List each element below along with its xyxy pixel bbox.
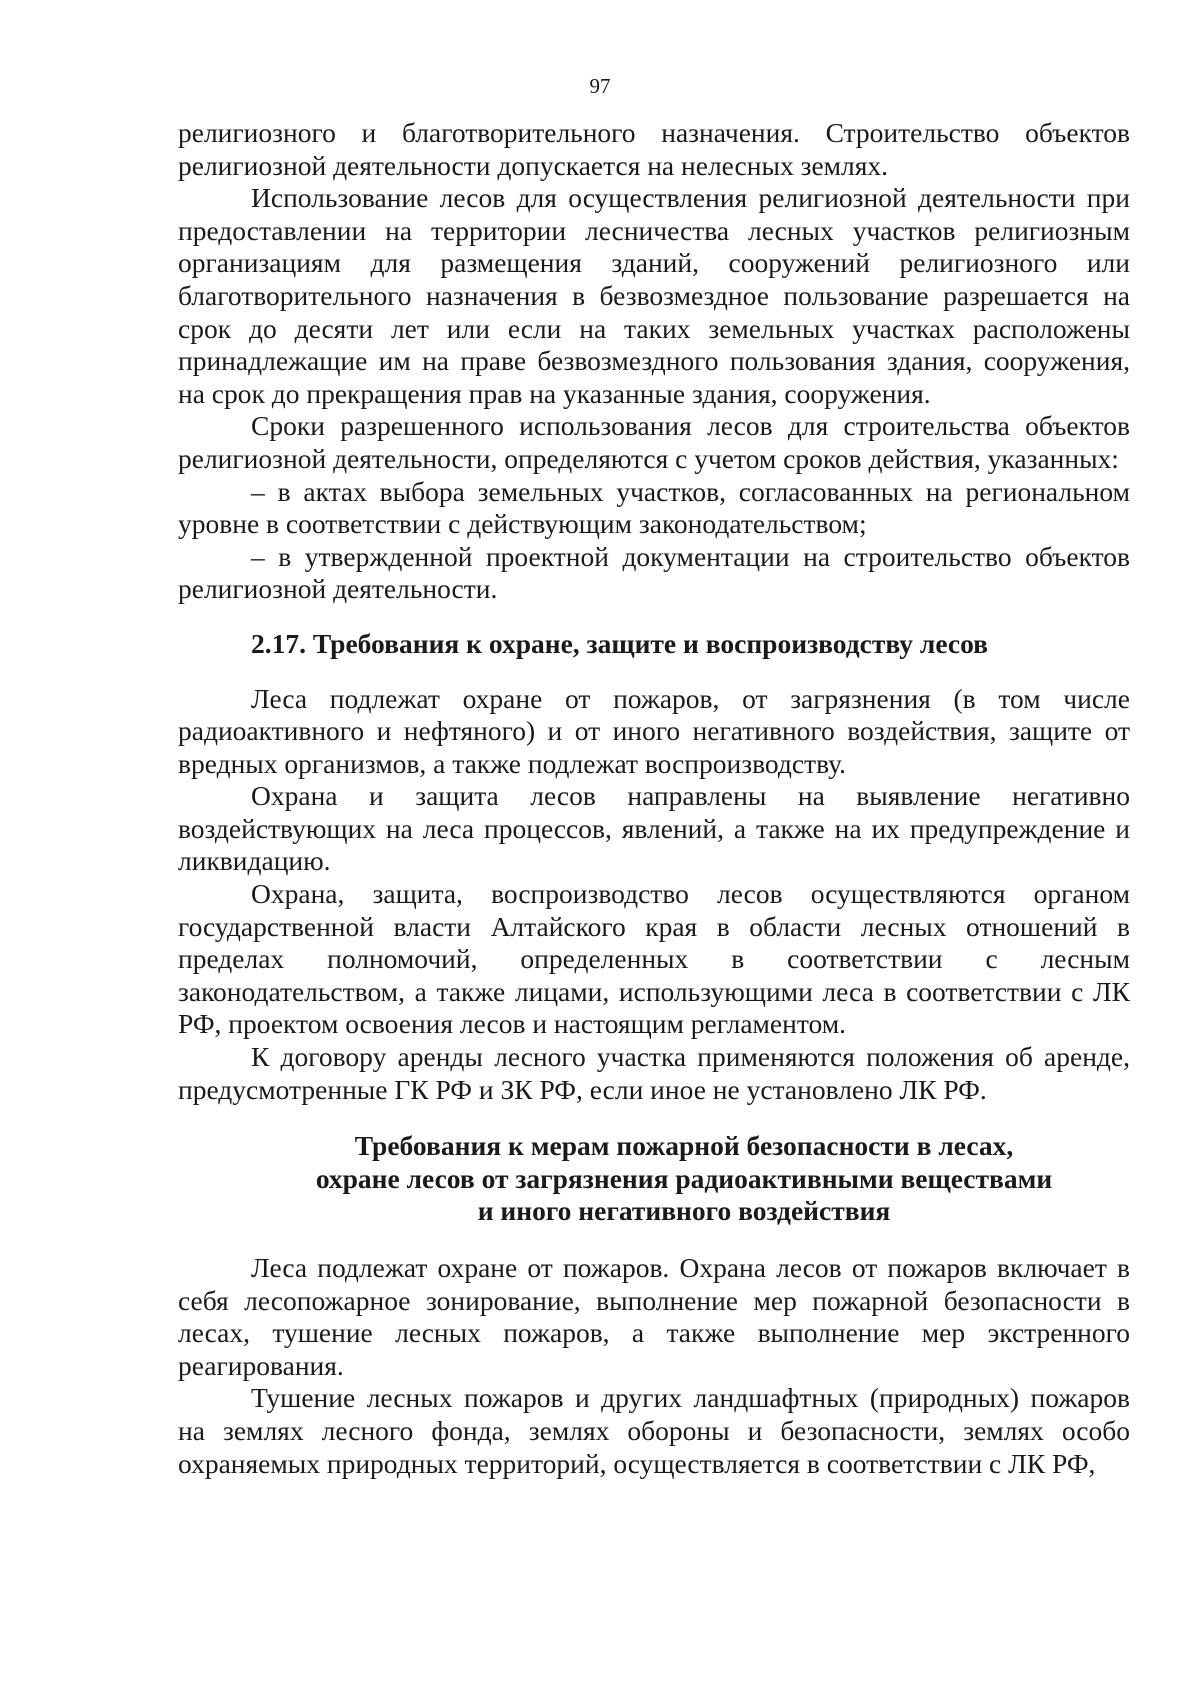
paragraph-lease: К договору аренды лесного участка применяются положения об аренде, предусмотренные ГК РФ и ЗК РФ, если иное не установлено ЛК РФ. bbox=[178, 1041, 1130, 1105]
paragraph-forest-protection: Леса подлежат охране от пожаров, от загрязнения (в том числе радиоактивного и нефтяного) и от иного негативного воздействия, защите от вредных организмов, а также подлежат воспроизводству. bbox=[178, 682, 1130, 779]
paragraph-fire-protection: Леса подлежат охране от пожаров. Охрана лесов от пожаров включает в себя лесопожарное зонирование, выполнение мер пожарной безопасности в лесах, тушение лесных пожаров, а также выполнение мер экстренного реагирования. bbox=[178, 1252, 1130, 1381]
heading-line: и иного негативного воздействия bbox=[477, 1195, 891, 1227]
heading-line: Требования к мерам пожарной безопасности в лесах, bbox=[354, 1130, 1014, 1162]
paragraph-religious-use: Использование лесов для осуществления религиозной деятельности при предоставлении на территории лесничества лесных участков религиозным организациям для размещения зданий, сооружений религиозного или благотворительного назначения в безвозмездное пользование разрешается на срок до десяти лет или если на таких земельных участках расположены принадлежащие им на праве безвозмездного пользования здания, сооружения, на срок до прекращения прав на указанные здания, сооружения. bbox=[178, 182, 1130, 409]
list-item-land-selection: – в актах выбора земельных участков, согласованных на региональном уровне в соответствии с действующим законодательством; bbox=[178, 475, 1130, 540]
document-body bbox=[178, 117, 1130, 1480]
paragraph-authority: Охрана, защита, воспроизводство лесов осуществляются органом государственной власти Алтайского края в области лесных отношений в пределах полномочий, определенных в соответствии с лесным законодательством, а также лицами, использующими леса в соответствии с ЛК РФ, проектом освоения лесов и настоящим регламентом. bbox=[178, 878, 1130, 1040]
paragraph-terms: Сроки разрешенного использования лесов для строительства объектов религиозной деятельности, определяются с учетом сроков действия, указанных: bbox=[178, 410, 1130, 474]
paragraph-continuation: религиозного и благотворительного назначения. Строительство объектов религиозной деятельности допускается на нелесных землях. bbox=[178, 117, 1130, 181]
list-item-project-docs: – в утвержденной проектной документации на строительство объектов религиозной деятельности. bbox=[178, 540, 1130, 605]
paragraph-fire-extinguishing: Тушение лесных пожаров и других ландшафтных (природных) пожаров на землях лесного фонда, землях обороны и безопасности, землях особо охраняемых природных территорий, осуществляется в соответствии с ЛК РФ, bbox=[178, 1382, 1130, 1479]
section-heading-2-17: 2.17. Требования к охране, защите и воспроизводству лесов bbox=[251, 627, 988, 659]
heading-line: охране лесов от загрязнения радиоактивными веществами bbox=[315, 1162, 1053, 1194]
section-heading-fire-safety bbox=[178, 1130, 1130, 1228]
paragraph-protection-aims: Охрана и защита лесов направлены на выявление негативно воздействующих на леса процессов, явлений, а также на их предупреждение и ликвидацию. bbox=[178, 780, 1130, 877]
page-number: 97 bbox=[589, 74, 611, 98]
